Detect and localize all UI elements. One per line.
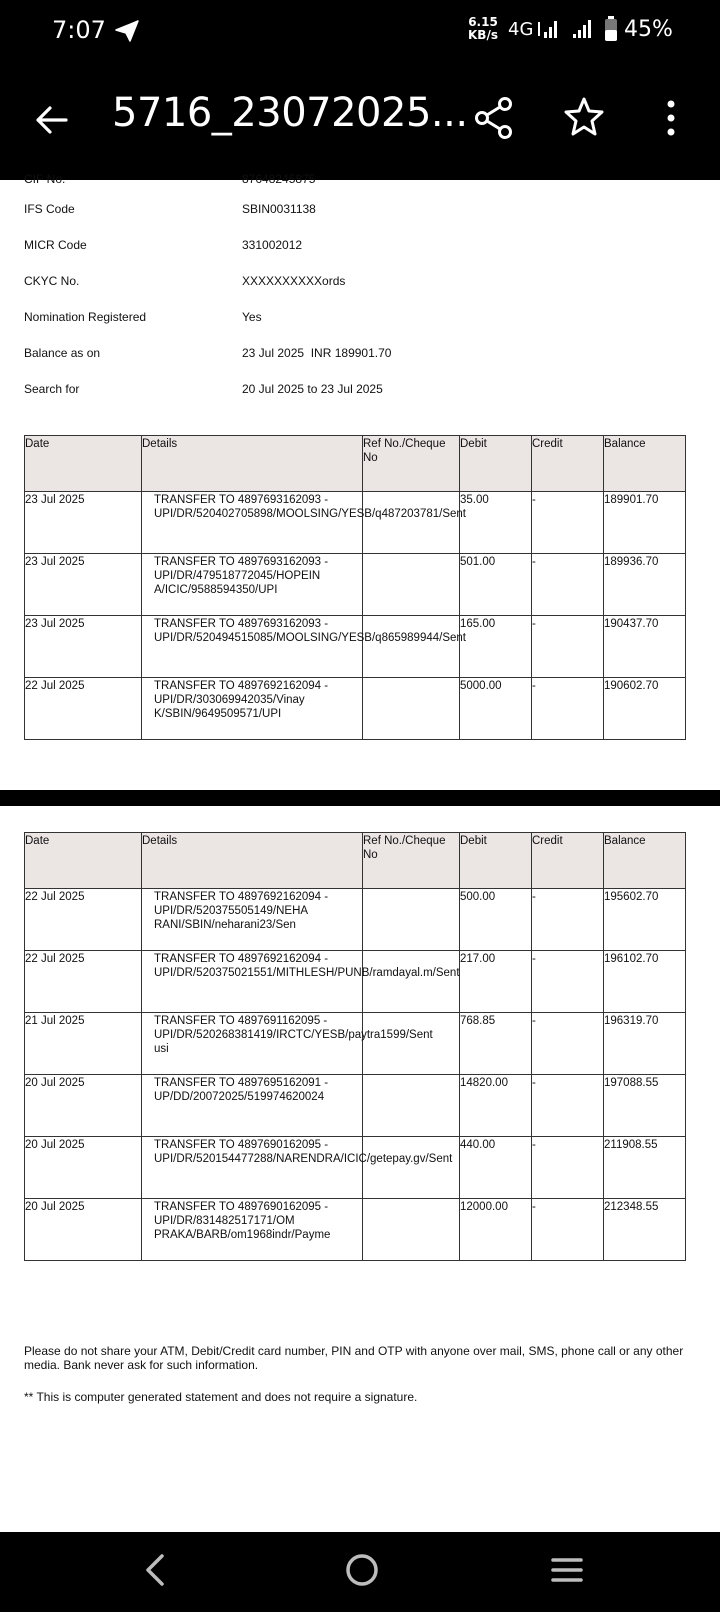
info-label: MICR Code <box>24 238 87 252</box>
cell-ref <box>363 492 460 554</box>
speed-unit: KB/s <box>468 28 498 42</box>
telegram-send-icon <box>114 19 140 43</box>
transactions-table-2 <box>24 832 686 1261</box>
cell-date: 22 Jul 2025 <box>25 889 142 951</box>
cell-balance: 196102.70 <box>604 951 686 1013</box>
info-value: XXXXXXXXXXords <box>242 274 346 288</box>
cell-balance: 212348.55 <box>604 1199 686 1261</box>
cell-date: 22 Jul 2025 <box>25 951 142 1013</box>
cell-balance: 196319.70 <box>604 1013 686 1075</box>
transactions-table-1 <box>24 435 686 740</box>
header-details: Details <box>142 833 363 889</box>
info-value: SBIN0031138 <box>242 202 316 216</box>
cell-details: TRANSFER TO 4897690162095 - UPI/DR/831482517171/OM PRAKA/BARB/om1968indr/Payme <box>142 1199 363 1261</box>
header-balance: Balance <box>604 436 686 492</box>
cell-date: 20 Jul 2025 <box>25 1199 142 1261</box>
network-speed <box>468 16 498 42</box>
signal-icon <box>536 18 560 40</box>
cell-balance: 195602.70 <box>604 889 686 951</box>
info-value: 20 Jul 2025 to 23 Jul 2025 <box>242 382 383 396</box>
cell-credit: - <box>532 1075 604 1137</box>
cif-label: CIF No. <box>24 172 66 186</box>
cell-balance: 197088.55 <box>604 1075 686 1137</box>
nav-back-icon[interactable] <box>140 1550 170 1590</box>
cell-credit: - <box>532 1013 604 1075</box>
cell-debit: 165.00 <box>460 616 532 678</box>
signal-icon-2 <box>570 18 594 40</box>
cif-value: 87648245875 <box>242 172 316 186</box>
info-value: 23 Jul 2025 INR 189901.70 <box>242 346 392 360</box>
cell-debit: 12000.00 <box>460 1199 532 1261</box>
cell-debit: 14820.00 <box>460 1075 532 1137</box>
info-value: 331002012 <box>242 238 303 252</box>
battery-icon <box>604 16 618 42</box>
app-bar <box>0 62 720 180</box>
nav-recents-icon[interactable] <box>550 1556 584 1584</box>
cell-details: TRANSFER TO 4897692162094 - UPI/DR/520375505149/NEHA RANI/SBIN/neharani23/Sen <box>142 889 363 951</box>
cell-details: TRANSFER TO 4897692162094 - UPI/DR/303069942035/Vinay K/SBIN/9649509571/UPI <box>142 678 363 740</box>
status-bar <box>0 0 720 62</box>
cell-credit: - <box>532 1137 604 1199</box>
cell-ref <box>363 1075 460 1137</box>
cell-ref <box>363 678 460 740</box>
cell-date: 21 Jul 2025 <box>25 1013 142 1075</box>
header-balance: Balance <box>604 833 686 889</box>
table-row <box>25 678 686 740</box>
cell-ref <box>363 1137 460 1199</box>
cell-details: TRANSFER TO 4897692162094 - UPI/DR/520375021551/MITHLESH/PUNB/ramdayal.m/Sent <box>142 951 363 1013</box>
cell-date: 20 Jul 2025 <box>25 1075 142 1137</box>
cell-debit: 768.85 <box>460 1013 532 1075</box>
cell-ref <box>363 616 460 678</box>
table-header <box>25 833 686 889</box>
cell-debit: 5000.00 <box>460 678 532 740</box>
table-row <box>25 492 686 554</box>
cell-credit: - <box>532 1199 604 1261</box>
cell-details: TRANSFER TO 4897695162091 - UP/DD/20072025/519974620024 <box>142 1075 363 1137</box>
cell-credit: - <box>532 889 604 951</box>
table-header <box>25 436 686 492</box>
info-label: Balance as on <box>24 346 101 360</box>
table-row <box>25 889 686 951</box>
table-row <box>25 616 686 678</box>
cell-balance: 189936.70 <box>604 554 686 616</box>
speed-value: 6.15 <box>468 15 498 29</box>
info-value: Yes <box>242 310 262 324</box>
cell-balance: 189901.70 <box>604 492 686 554</box>
cell-debit: 440.00 <box>460 1137 532 1199</box>
network-type: 4G <box>508 19 534 40</box>
cell-details: TRANSFER TO 4897693162093 - UPI/DR/520494515085/MOOLSING/YESB/q865989944/Sent <box>142 616 363 678</box>
cell-date: 23 Jul 2025 <box>25 492 142 554</box>
cell-credit: - <box>532 616 604 678</box>
cell-date: 20 Jul 2025 <box>25 1137 142 1199</box>
cell-ref <box>363 1199 460 1261</box>
info-label: Nomination Registered <box>24 310 147 324</box>
computer-generated-note: ** This is computer generated statement and does not require a signature. <box>24 1390 418 1404</box>
table-row <box>25 554 686 616</box>
page-separator <box>0 790 720 806</box>
star-icon[interactable] <box>564 96 604 136</box>
header-debit: Debit <box>460 833 532 889</box>
cell-debit: 501.00 <box>460 554 532 616</box>
cell-ref <box>363 1013 460 1075</box>
header-ref: Ref No./Cheque No <box>363 436 460 492</box>
cell-debit: 35.00 <box>460 492 532 554</box>
document-title: 5716_23072025... <box>112 90 468 136</box>
cell-credit: - <box>532 678 604 740</box>
statement-page-1 <box>0 172 720 790</box>
info-label: CKYC No. <box>24 274 80 288</box>
header-details: Details <box>142 436 363 492</box>
cell-debit: 500.00 <box>460 889 532 951</box>
cell-balance: 190602.70 <box>604 678 686 740</box>
nav-home-icon[interactable] <box>344 1552 380 1588</box>
table-row <box>25 1013 686 1075</box>
more-options-icon[interactable] <box>660 98 682 138</box>
cell-balance: 190437.70 <box>604 616 686 678</box>
table-row <box>25 1075 686 1137</box>
status-time: 7:07 <box>52 16 106 44</box>
cell-balance: 211908.55 <box>604 1137 686 1199</box>
header-date: Date <box>25 436 142 492</box>
cell-details: TRANSFER TO 4897691162095 - UPI/DR/520268381419/IRCTC/YESB/paytra1599/Sent usi <box>142 1013 363 1075</box>
battery-percent: 45% <box>624 17 673 42</box>
cell-date: 23 Jul 2025 <box>25 616 142 678</box>
cell-ref <box>363 951 460 1013</box>
table-row <box>25 1137 686 1199</box>
cell-credit: - <box>532 554 604 616</box>
table-row <box>25 1199 686 1261</box>
back-arrow-icon[interactable] <box>34 102 70 138</box>
cell-ref <box>363 554 460 616</box>
cell-details: TRANSFER TO 4897690162095 - UPI/DR/520154477288/NARENDRA/ICIC/getepay.gv/Sent <box>142 1137 363 1199</box>
header-debit: Debit <box>460 436 532 492</box>
info-label: IFS Code <box>24 202 75 216</box>
cell-date: 23 Jul 2025 <box>25 554 142 616</box>
cell-credit: - <box>532 951 604 1013</box>
statement-page-2 <box>0 806 720 1532</box>
cell-debit: 217.00 <box>460 951 532 1013</box>
cell-credit: - <box>532 492 604 554</box>
cell-date: 22 Jul 2025 <box>25 678 142 740</box>
header-ref: Ref No./Cheque No <box>363 833 460 889</box>
header-credit: Credit <box>532 436 604 492</box>
info-label: Search for <box>24 382 80 396</box>
cell-details: TRANSFER TO 4897693162093 - UPI/DR/479518772045/HOPEIN A/ICIC/9588594350/UPI <box>142 554 363 616</box>
share-icon[interactable] <box>474 96 514 140</box>
cell-details: TRANSFER TO 4897693162093 - UPI/DR/520402705898/MOOLSING/YESB/q487203781/Sent <box>142 492 363 554</box>
navigation-bar <box>0 1532 720 1612</box>
header-credit: Credit <box>532 833 604 889</box>
table-row <box>25 951 686 1013</box>
header-date: Date <box>25 833 142 889</box>
cell-ref <box>363 889 460 951</box>
security-notice: Please do not share your ATM, Debit/Credit card number, PIN and OTP with anyone over mail, SMS, phone call or any other media. Bank never ask for such information. <box>24 1344 684 1372</box>
